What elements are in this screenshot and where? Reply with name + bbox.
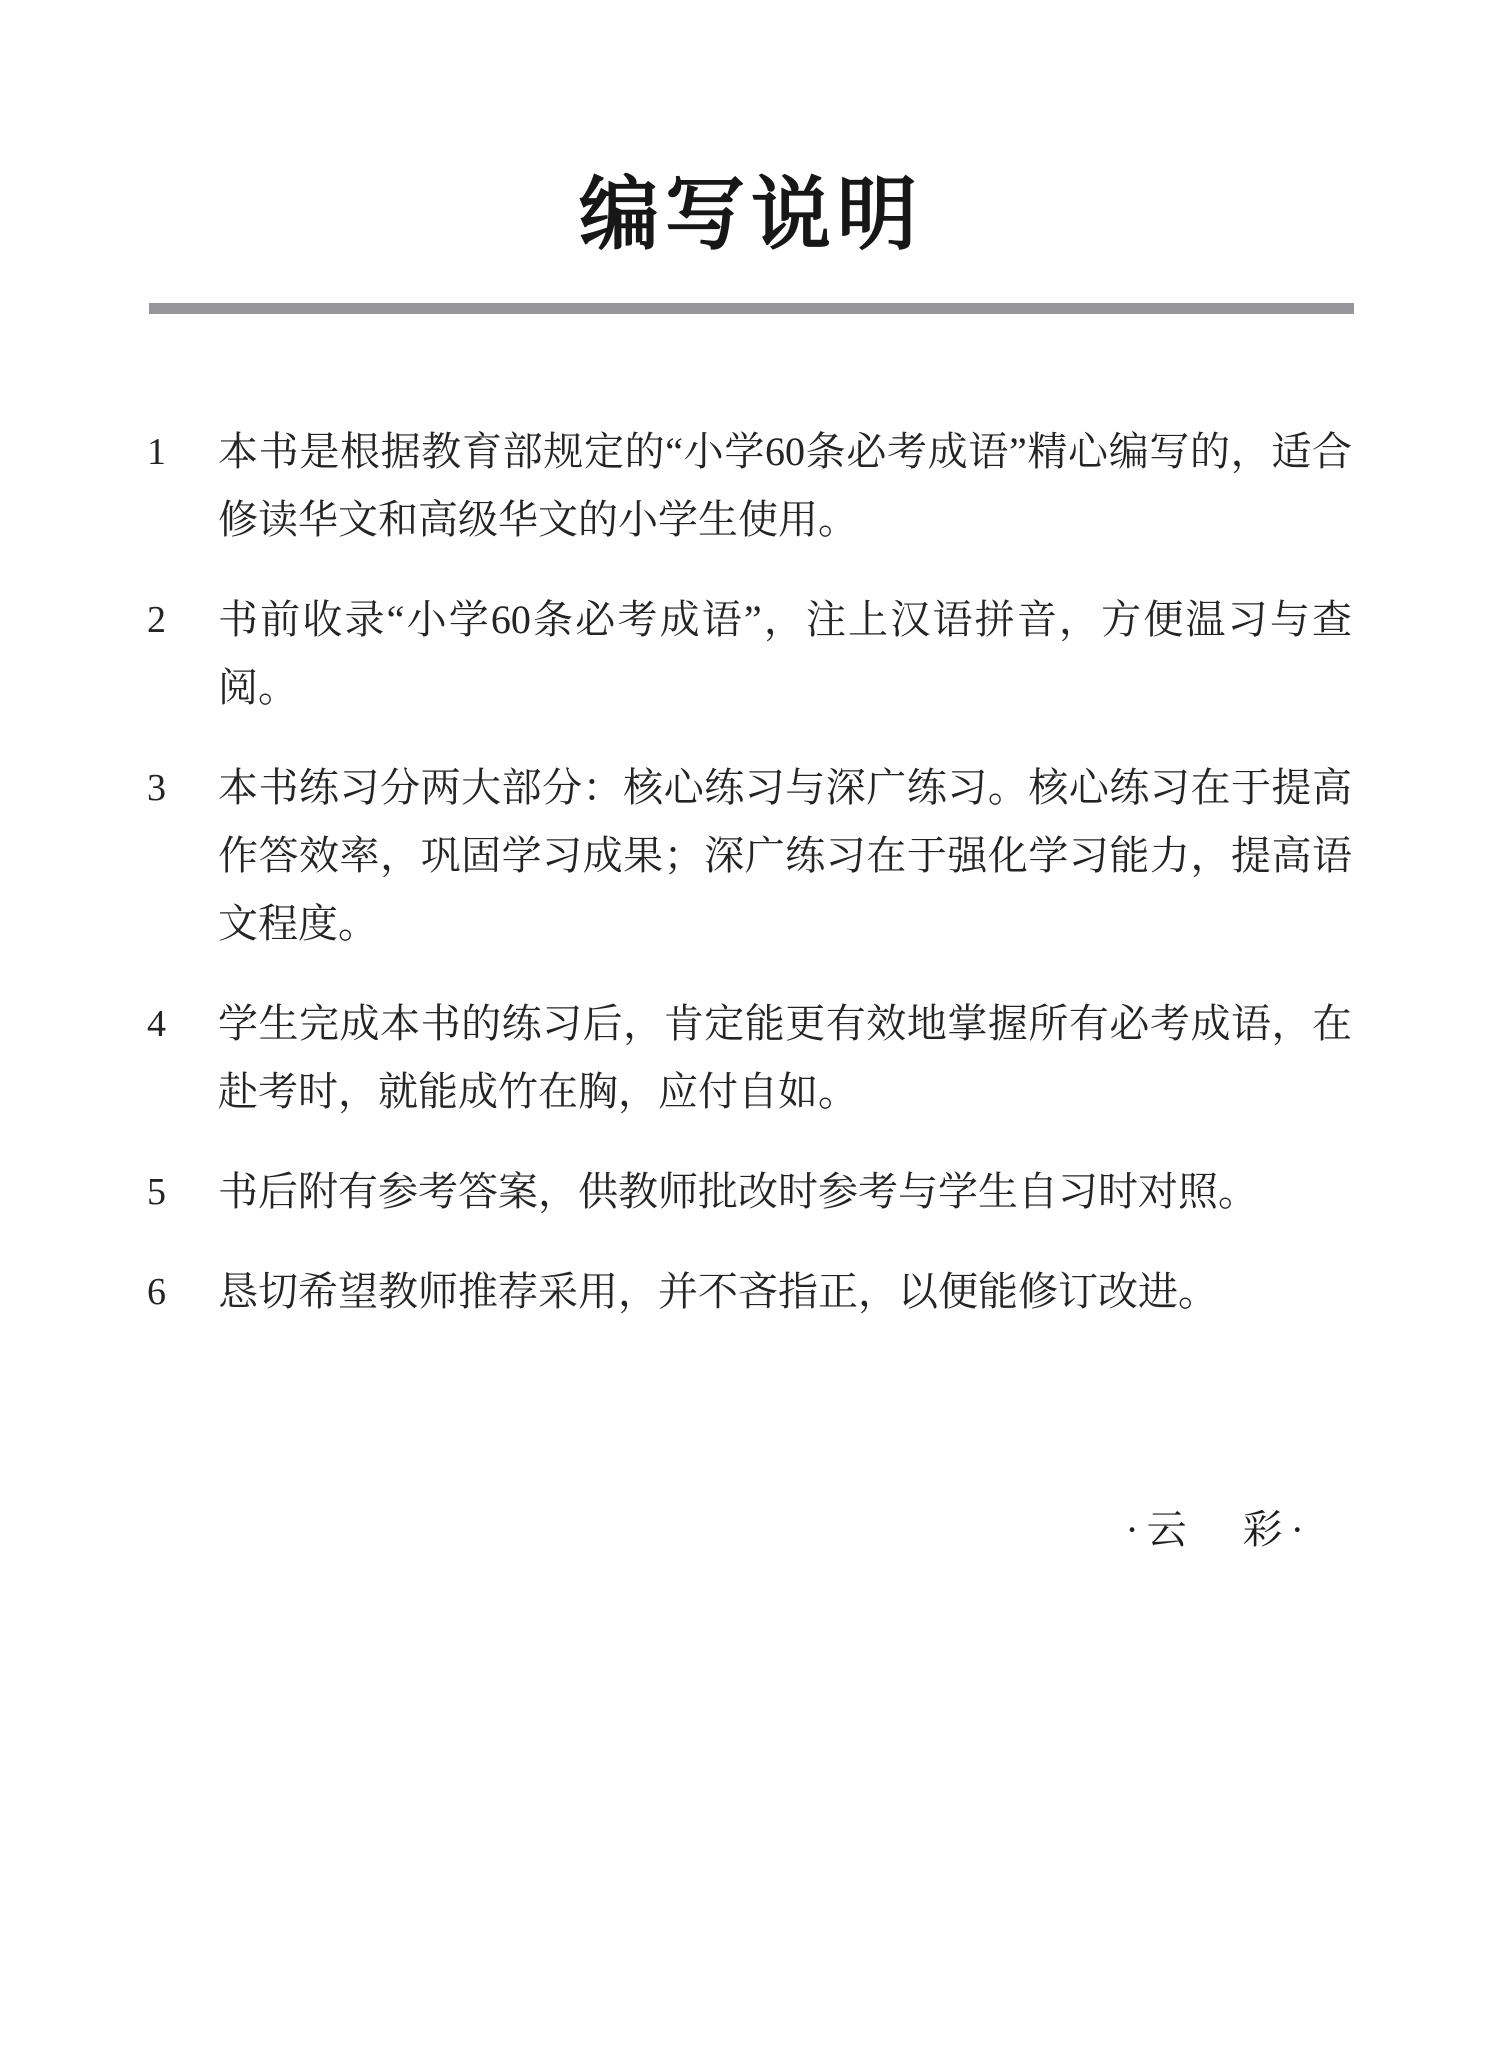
instruction-list: [147, 418, 1352, 1326]
list-item: [147, 1158, 1352, 1226]
author-attribution: ·云 彩·: [1125, 1507, 1312, 1552]
list-item-number: 4: [147, 1003, 166, 1045]
list-item-number: 3: [147, 767, 166, 809]
list-item-text: 书后附有参考答案，供教师批改时参考与学生自习时对照。: [218, 1169, 1258, 1214]
list-item-text: 恳切希望教师推荐采用，并不吝指正，以便能修订改进。: [218, 1269, 1218, 1314]
list-item: [147, 586, 1352, 722]
list-item-number: 1: [147, 431, 166, 473]
list-item-number: 5: [147, 1171, 166, 1213]
list-item: [147, 1258, 1352, 1326]
title-divider: [149, 303, 1354, 314]
list-item: [147, 418, 1352, 554]
list-item: [147, 990, 1352, 1126]
list-item-number: 2: [147, 599, 166, 641]
list-item-text: 本书是根据教育部规定的“小学60条必考成语”精心编写的，适合修读华文和高级华文的小学生使用。: [218, 429, 1352, 542]
list-item-text: 学生完成本书的练习后，肯定能更有效地掌握所有必考成语，在赴考时，就能成竹在胸，应付自如。: [218, 1001, 1352, 1114]
list-item-text: 本书练习分两大部分：核心练习与深广练习。核心练习在于提高作答效率，巩固学习成果；深广练习在于强化学习能力，提高语文程度。: [218, 765, 1352, 946]
page-title: 编写说明: [579, 170, 923, 259]
list-item: [147, 754, 1352, 958]
list-item-text: 书前收录“小学60条必考成语”，注上汉语拼音，方便温习与查阅。: [218, 597, 1352, 710]
list-item-number: 6: [147, 1271, 166, 1313]
